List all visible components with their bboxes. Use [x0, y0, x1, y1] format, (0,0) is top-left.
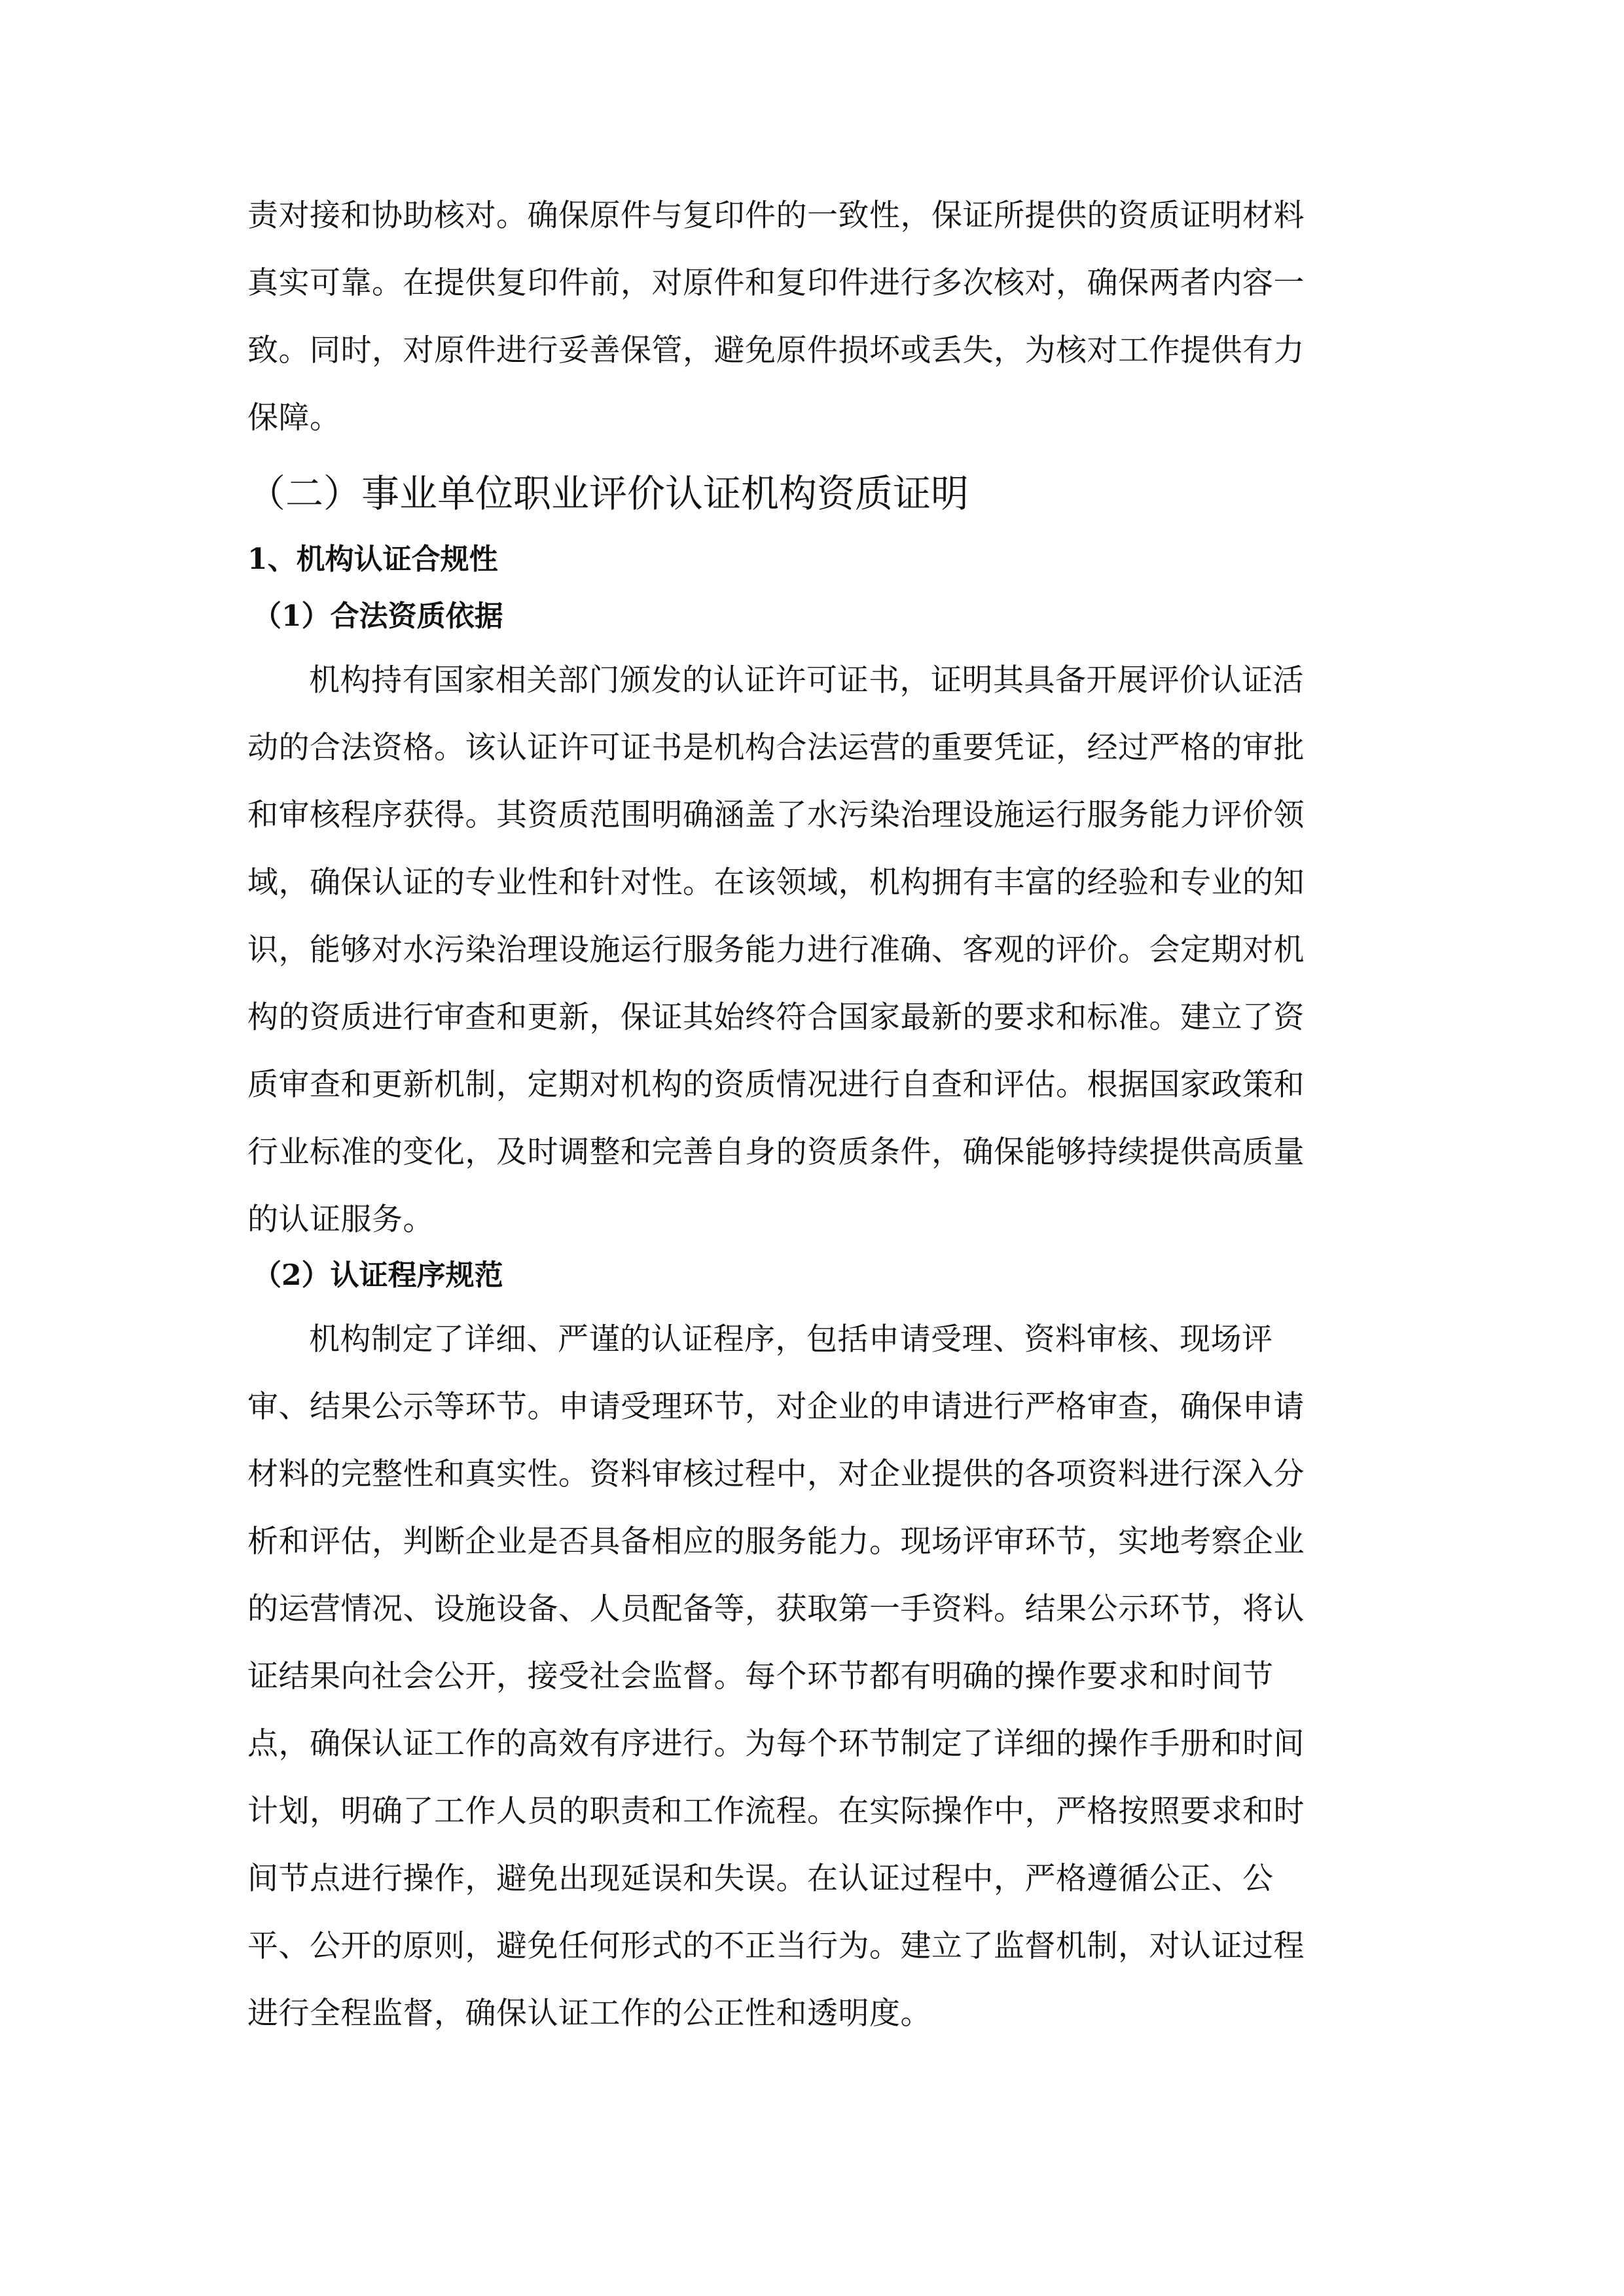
- body-line: 动的合法资格。该认证许可证书是机构合法运营的重要凭证，经过严格的审批: [247, 730, 1305, 766]
- body-line: 机构持有国家相关部门颁发的认证许可证书，证明其具备开展评价认证活: [309, 662, 1304, 698]
- body-line: 审、结果公示等环节。申请受理环节，对企业的申请进行严格审查，确保申请: [247, 1389, 1305, 1425]
- body-line: 域，确保认证的专业性和针对性。在该领域，机构拥有丰富的经验和专业的知: [247, 865, 1305, 901]
- intro-line: 保障。: [247, 400, 341, 436]
- body-line: 机构制定了详细、严谨的认证程序，包括申请受理、资料审核、现场评: [309, 1321, 1273, 1357]
- body-line: 平、公开的原则，避免任何形式的不正当行为。建立了监督机制，对认证过程: [247, 1928, 1305, 1964]
- subsection-title: 1、机构认证合规性: [247, 543, 498, 576]
- body-line: 材料的完整性和真实性。资料审核过程中，对企业提供的各项资料进行深入分: [247, 1456, 1305, 1492]
- body-line: 的认证服务。: [247, 1202, 434, 1238]
- body-line: 证结果向社会公开，接受社会监督。每个环节都有明确的操作要求和时间节: [247, 1659, 1274, 1695]
- body-line: 构的资质进行审查和更新，保证其始终符合国家最新的要求和标准。建立了资: [247, 999, 1305, 1035]
- body-line: 计划，明确了工作人员的职责和工作流程。在实际操作中，严格按照要求和时: [247, 1793, 1305, 1829]
- item-heading: （1）合法资质依据: [253, 600, 503, 633]
- item-heading: （2）认证程序规范: [253, 1259, 503, 1292]
- body-line: 进行全程监督，确保认证工作的公正性和透明度。: [247, 1996, 931, 2032]
- body-line: 的运营情况、设施设备、人员配备等，获取第一手资料。结果公示环节，将认: [247, 1591, 1305, 1627]
- intro-line: 致。同时，对原件进行妥善保管，避免原件损坏或丢失，为核对工作提供有力: [247, 332, 1305, 368]
- body-line: 和审核程序获得。其资质范围明确涵盖了水污染治理设施运行服务能力评价领: [247, 797, 1305, 833]
- intro-line: 责对接和协助核对。确保原件与复印件的一致性，保证所提供的资质证明材料: [247, 198, 1305, 234]
- body-line: 点，确保认证工作的高效有序进行。为每个环节制定了详细的操作手册和时间: [247, 1726, 1305, 1762]
- body-line: 质审查和更新机制，定期对机构的资质情况进行自查和评估。根据国家政策和: [247, 1067, 1305, 1103]
- intro-line: 真实可靠。在提供复印件前，对原件和复印件进行多次核对，确保两者内容一: [247, 265, 1305, 301]
- body-line: 析和评估，判断企业是否具备相应的服务能力。现场评审环节，实地考察企业: [247, 1524, 1305, 1560]
- body-line: 行业标准的变化，及时调整和完善自身的资质条件，确保能够持续提供高质量: [247, 1134, 1305, 1170]
- body-line: 间节点进行操作，避免出现延误和失误。在认证过程中，严格遵循公正、公: [247, 1861, 1274, 1897]
- section-title: （二）事业单位职业评价认证机构资质证明: [247, 471, 969, 516]
- body-line: 识，能够对水污染治理设施运行服务能力进行准确、客观的评价。会定期对机: [247, 932, 1305, 968]
